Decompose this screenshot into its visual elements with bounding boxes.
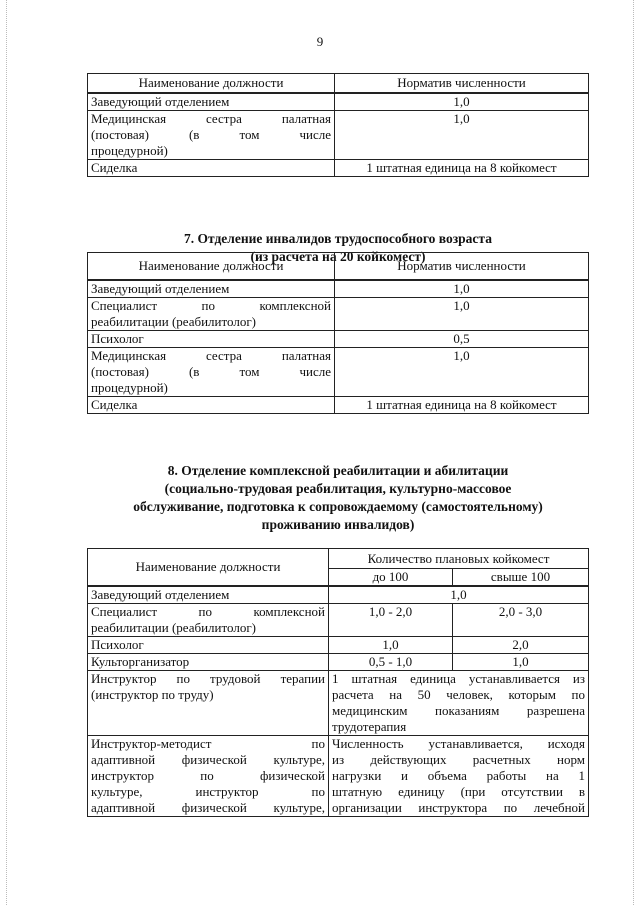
norm-cell xyxy=(329,671,589,736)
table-row xyxy=(88,330,589,347)
position-line: Медицинская сестра палатная xyxy=(91,110,331,126)
position-line: реабилитации (реабилитолог) xyxy=(91,620,256,635)
table-row xyxy=(88,654,589,671)
position-line: культуре, инструктор по xyxy=(91,784,325,799)
table-row xyxy=(88,671,589,736)
position-cell xyxy=(88,671,329,736)
over-100-cell: 2,0 xyxy=(453,637,589,654)
norm-line: из действующих расчетных норм xyxy=(332,752,585,767)
section-7-subtitle: (из расчета на 20 койкомест) xyxy=(250,249,426,264)
over-100-cell: 2,0 - 3,0 xyxy=(453,604,589,637)
section-8-title-line: 8. Отделение комплексной реабилитации и абилитации xyxy=(167,463,509,478)
table-row xyxy=(88,110,589,159)
norm-cell: 1,0 xyxy=(329,586,589,604)
position-cell xyxy=(88,297,335,330)
norm-line: трудотерапия xyxy=(332,719,407,734)
norm-cell: 0,5 xyxy=(335,330,589,347)
table-header-row xyxy=(88,74,589,93)
table-row xyxy=(88,637,589,654)
table-row xyxy=(88,736,589,817)
position-line: реабилитации (реабилитолог) xyxy=(91,313,256,329)
table-row xyxy=(88,347,589,396)
norm-line: медицинским показаниям разрешена xyxy=(332,703,585,718)
header-norm: Норматив численности xyxy=(335,74,589,93)
position-cell: Заведующий отделением xyxy=(88,586,329,604)
position-line: Специалист по комплексной xyxy=(91,297,331,313)
header-up-to-100: до 100 xyxy=(329,569,453,587)
page-number: 9 xyxy=(316,34,324,49)
norm-cell: 1,0 xyxy=(335,297,589,330)
table-row xyxy=(88,159,589,176)
position-cell: Сиделка xyxy=(88,159,335,176)
table-row xyxy=(88,604,589,637)
header-position: Наименование должности xyxy=(88,253,335,280)
staffing-table-continued xyxy=(87,73,589,177)
section-8-title-line: проживанию инвалидов) xyxy=(261,517,415,532)
position-cell xyxy=(88,604,329,637)
norm-cell: 1,0 xyxy=(335,280,589,298)
table-header-row xyxy=(88,253,589,280)
position-line: процедурной) xyxy=(91,142,168,158)
header-norm: Норматив численности xyxy=(335,253,589,280)
section-8-title-line: обслуживание, подготовка к сопровождаемому (самостоятельному) xyxy=(133,499,543,514)
norm-cell: 1,0 xyxy=(335,110,589,159)
position-line: адаптивной физической культуре, xyxy=(91,800,325,815)
position-cell: Заведующий отделением xyxy=(88,280,335,298)
norm-line: расчета на 50 человек, которым по xyxy=(332,687,585,702)
up-to-100-cell: 1,0 xyxy=(329,637,453,654)
position-cell: Сиделка xyxy=(88,396,335,413)
header-position: Наименование должности xyxy=(88,549,329,587)
norm-cell: 1,0 xyxy=(335,93,589,111)
position-line: процедурной) xyxy=(91,379,168,395)
position-cell xyxy=(88,110,335,159)
norm-line: нагрузки и объема работы на 1 xyxy=(332,768,585,783)
position-line: Инструктор по трудовой терапии xyxy=(91,671,325,686)
position-line: (инструктор по труду) xyxy=(91,687,214,702)
up-to-100-cell: 1,0 - 2,0 xyxy=(329,604,453,637)
position-line: (постовая) (в том числе xyxy=(91,363,331,379)
norm-line: организации инструктора по лечебной xyxy=(332,800,585,815)
table-row xyxy=(88,280,589,298)
position-cell xyxy=(88,347,335,396)
header-planned-beds: Количество плановых койкомест xyxy=(329,549,589,569)
position-cell xyxy=(88,736,329,817)
section-7-title: 7. Отделение инвалидов трудоспособного возраста xyxy=(184,231,492,246)
position-line: Инструктор-методист по xyxy=(91,736,325,751)
table-row xyxy=(88,586,589,604)
position-line: инструктор по физической xyxy=(91,768,325,783)
table-row xyxy=(88,396,589,413)
norm-cell: 1 штатная единица на 8 койкомест xyxy=(335,396,589,413)
up-to-100-cell: 0,5 - 1,0 xyxy=(329,654,453,671)
header-over-100: свыше 100 xyxy=(453,569,589,587)
section-8-heading xyxy=(87,462,589,534)
page-edge-left xyxy=(6,0,7,905)
norm-cell xyxy=(329,736,589,817)
norm-line: Численность устанавливается, исходя xyxy=(332,736,585,751)
page-edge-right xyxy=(633,0,634,905)
table-header-row xyxy=(88,549,589,569)
table-row xyxy=(88,297,589,330)
norm-cell: 1,0 xyxy=(335,347,589,396)
position-cell: Культорганизатор xyxy=(88,654,329,671)
section-7-table xyxy=(87,252,589,414)
position-line: Медицинская сестра палатная xyxy=(91,347,331,363)
norm-line: 1 штатная единица устанавливается из xyxy=(332,671,585,686)
section-8-table xyxy=(87,548,589,817)
norm-line: штатную единицу (при отсутствии в xyxy=(332,784,585,799)
position-line: (постовая) (в том числе xyxy=(91,126,331,142)
position-line: адаптивной физической культуре, xyxy=(91,752,325,767)
table-row xyxy=(88,93,589,111)
position-cell: Заведующий отделением xyxy=(88,93,335,111)
header-position: Наименование должности xyxy=(88,74,335,93)
over-100-cell: 1,0 xyxy=(453,654,589,671)
position-line: Специалист по комплексной xyxy=(91,604,325,619)
position-cell: Психолог xyxy=(88,330,335,347)
section-8-title-line: (социально-трудовая реабилитация, культурно-массовое xyxy=(164,481,512,496)
norm-cell: 1 штатная единица на 8 койкомест xyxy=(335,159,589,176)
position-cell: Психолог xyxy=(88,637,329,654)
